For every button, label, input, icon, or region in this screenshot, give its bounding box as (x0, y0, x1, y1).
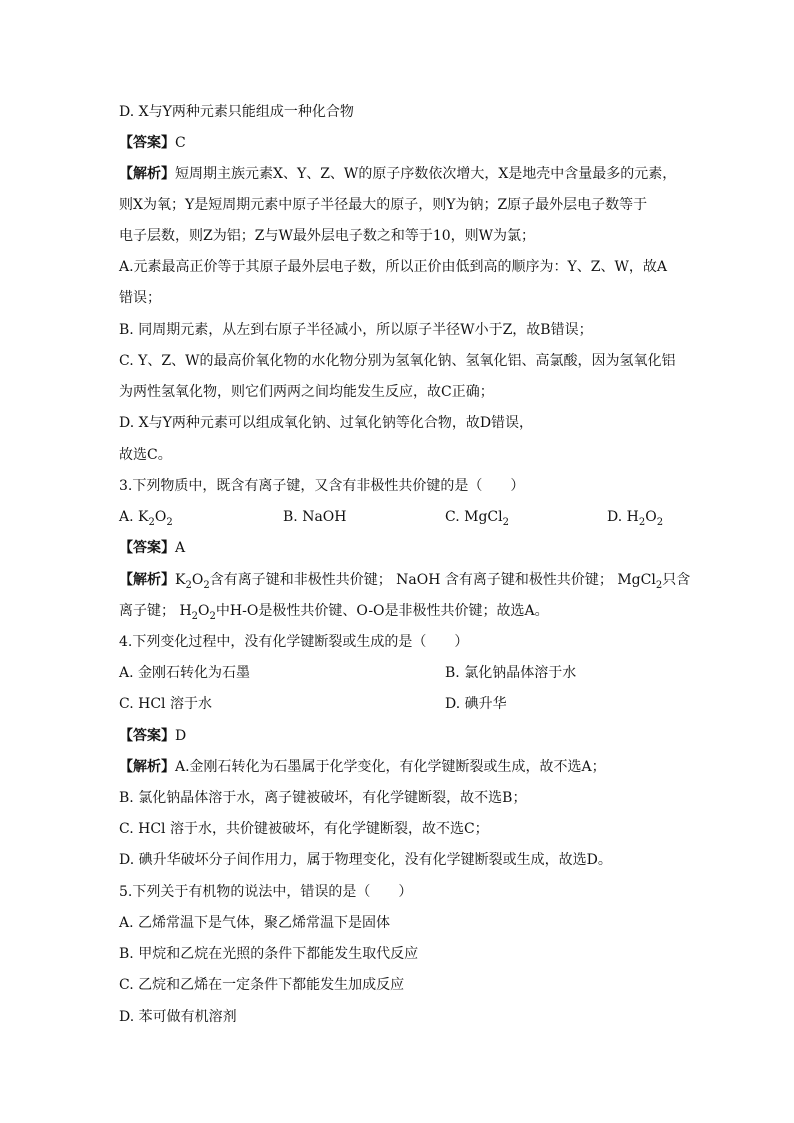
q5-stem: 5.下列关于有机物的说法中，错误的是（ ） (119, 884, 413, 900)
answer-value: A (175, 540, 186, 556)
q4-option-c: C. HCl 溶于水 (119, 696, 212, 712)
q4-answer (119, 726, 186, 746)
q2-answer (119, 133, 186, 153)
q2-analysis-line-3: 电子层数，则Z为铝；Z与W最外层电子数之和等于10，则W为氯； (119, 228, 536, 244)
q2-analysis-line-4: A.元素最高正价等于其原子最外层电子数，所以正价由低到高的顺序为：Y、Z、W，故A (119, 259, 668, 275)
q4-option-d: D. 碘升华 (445, 696, 507, 712)
analysis-label: 【解析】 (119, 759, 175, 775)
q4-analysis-line-3: C. HCl 溶于水，共价键被破坏，有化学键断裂，故不选C； (119, 821, 489, 837)
q5-option-c: C. 乙烷和乙烯在一定条件下都能发生加成反应 (119, 977, 405, 993)
q3-analysis-line-2: 离子键； $H_2O_2$中H-O是极性共价键、O-O是非极性共价键；故选A。 (119, 603, 549, 622)
answer-value: D (175, 728, 187, 744)
q3-option-a: A. $K_2O_2$ (119, 509, 173, 528)
q4-analysis-line-4: D. 碘升华破坏分子间作用力，属于物理变化，没有化学键断裂或生成，故选D。 (119, 852, 612, 868)
answer-label: 【答案】 (119, 135, 175, 151)
q2-analysis-line-10: 故选C。 (119, 447, 172, 463)
q2-analysis-line-8: 为两性氢氧化物，则它们两两之间均能发生反应，故C正确； (119, 384, 494, 400)
q3-stem: 3.下列物质中，既含有离子键，又含有非极性共价键的是（ ） (119, 478, 525, 494)
q5-option-a: A. 乙烯常温下是气体，聚乙烯常温下是固体 (119, 915, 391, 931)
q4-analysis-line-1: 【解析】A.金刚石转化为石墨属于化学变化，有化学键断裂或生成，故不选A； (119, 759, 606, 775)
answer-value: C (175, 135, 186, 151)
q2-analysis-line-7: C. Y、Z、W的最高价氧化物的水化物分别为氢氧化钠、氢氧化铝、高氯酸，因为氢氧化铝 (119, 353, 676, 369)
q3-option-d: D. $H_2O_2$ (607, 509, 664, 528)
analysis-label: 【解析】 (119, 572, 175, 588)
q2-analysis-line-5: 错误； (119, 290, 161, 306)
q3-answer (119, 538, 185, 558)
analysis-text: 短周期主族元素X、Y、Z、W的原子序数依次增大，X是地壳中含量最多的元素， (175, 166, 677, 182)
q3-option-b: B. NaOH (283, 509, 347, 525)
q5-option-d: D. 苯可做有机溶剂 (119, 1009, 237, 1025)
q4-analysis-line-2: B. 氯化钠晶体溶于水，离子键被破坏，有化学键断裂，故不选B； (119, 790, 527, 806)
q4-option-a: A. 金刚石转化为石墨 (119, 665, 251, 681)
answer-label: 【答案】 (119, 540, 175, 556)
q4-stem: 4.下列变化过程中，没有化学键断裂或生成的是（ ） (119, 634, 469, 650)
analysis-label: 【解析】 (119, 166, 175, 182)
q2-option-d: D. X与Y两种元素只能组成一种化合物 (119, 104, 354, 120)
q2-analysis-line-9: D. X与Y两种元素可以组成氧化钠、过氧化钠等化合物，故D错误， (119, 415, 534, 431)
q2-analysis-line-6: B. 同周期元素，从左到右原子半径减小，所以原子半径W小于Z，故B错误； (119, 322, 593, 338)
q2-analysis-line-1 (119, 164, 676, 184)
answer-label: 【答案】 (119, 728, 175, 744)
q4-option-b: B. 氯化钠晶体溶于水 (445, 665, 577, 681)
q2-analysis-line-2: 则X为氧；Y是短周期元素中原子半径最大的原子，则Y为钠；Z原子最外层电子数等于 (119, 197, 648, 213)
q5-option-b: B. 甲烷和乙烷在光照的条件下都能发生取代反应 (119, 946, 419, 962)
q3-option-c: C. MgCl$_2$ (445, 509, 509, 528)
q3-analysis-line-1: 【解析】$K_2O_2$含有离子键和非极性共价键； NaOH 含有离子键和极性共价键； MgCl$_2$只含 (119, 572, 691, 591)
